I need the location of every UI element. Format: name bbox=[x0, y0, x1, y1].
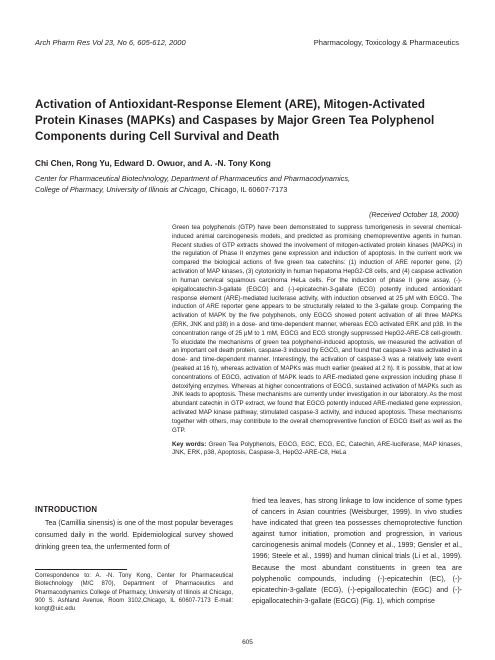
correspondence-footnote: Correspondence to: A. -N. Tony Kong, Center for Pharmaceutical Biotechnology (M/C 870), Department of Pharmaceutics and Pharmacodynamics College of Pharmacy, University of Illinois at Chicago, 900 S. Ashland Avenue, Room 3102,Chicago, IL 60607-7173 E-mail: kongt@uic.edu bbox=[35, 573, 233, 613]
affiliation bbox=[35, 173, 465, 195]
keywords-label: Key words: bbox=[172, 440, 207, 448]
keywords bbox=[172, 441, 462, 459]
received-date: (Received October 18, 2000) bbox=[369, 212, 459, 219]
journal-citation: Arch Pharm Res Vol 23, No 6, 605-612, 2000 bbox=[35, 38, 186, 47]
keywords-text: Green Tea Polyphenols, EGCG, EGC, ECG, EC, Catechin, ARE-luciferase, MAP kinases, JNK, ERK, p38, Apoptosis, Caspase-3, HepG2-ARE-C8, HeLa bbox=[172, 440, 462, 457]
abstract-block bbox=[172, 224, 462, 464]
introduction-heading: INTRODUCTION bbox=[35, 505, 98, 514]
abstract: Green tea polyphenols (GTP) have been demonstrated to suppress tumorigenesis in several chemical-induced animal carcinogenesis models, and predicted as promising chemopreventive agents in human. Recent studies of GTP extracts showed the involvement of mitogen-activated protein kinases (MAPKs) in the regulation of Phase II enzymes gene expression and induction of apoptosis. In the current work we compared the biological actions of five green tea catechins: (1) induction of ARE reporter gene, (2) activation of MAP kinases, (3) cytotoxicity in human hepatoma HepG2-C8 cells, and (4) caspase activation in human cervical squamous carcinoma HeLa cells. For the induction of phase II gene assay, (-)-epigallocatechin-3-gallate (EGCG) and (-)-epicatechin-3-gallate (ECG) potently induced antioxidant response element (ARE)-mediated luciferase activity, with induction observed at 25 μM with EGCG. The induction of ARE reporter gene appears to be structurally related to the 3-gallate group. Comparing the activation of MAPK by the five polyphenols, only EGCG showed potent activation of all three MAPKs (ERK, JNK and p38) in a dose- and time-dependent manner, whereas ECG activated ERK and p38. In the concentration range of 25 μM to 1 mM, EGCG and ECG strongly suppressed HepG2-ARE-C8 cell-growth. To elucidate the mechanisms of green tea polyphenol-induced apoptosis, we measured the activation of an important cell death protein, caspase-3 induced by EGCG, and found that caspase-3 was activated in a dose- and time-dependent manner. Interestingly, the activation of caspase-3 was a relatively late event (peaked at 16 h), whereas activation of MAPKs was much earlier (peaked at 2 h). It is possible, that at low concentrations of EGCG, activation of MAPK leads to ARE-mediated gene expression including phase II detoxifying enzymes. Whereas at higher concentrations of EGCG, sustained activation of MAPKs such as JNK leads to apoptosis. These mechanisms are currently under investigation in our laboratory. As the most abundant catechin in GTP extract, we found that EGCG potently induced ARE-mediated gene expression, activated MAP kinase pathway, stimulated caspase-3 activity, and induced apoptosis. These mechanisms together with others, may contribute to the overall chemopreventive function of EGCG itself as well as the GTP. bbox=[172, 224, 462, 434]
page-number: 605 bbox=[242, 639, 253, 646]
footnote-rule bbox=[35, 569, 127, 570]
introduction-paragraph: Tea (Camillia sinensis) is one of the most popular beverages consumed daily in the world. Epidemiological survey showed drinking green tea, the unfermented form of bbox=[35, 520, 233, 552]
affiliation-department: Center for Pharmaceutical Biotechnology, Department of Pharmaceutics and Pharmacodynamics, bbox=[35, 174, 350, 183]
affiliation-college: College of Pharmacy, University of Illinois at Chicago, bbox=[35, 185, 208, 194]
author-list: Chi Chen, Rong Yu, Edward D. Owuor, and A. -N. Tony Kong bbox=[35, 158, 271, 168]
journal-section: Pharmacology, Toxicology & Pharmaceutics bbox=[313, 38, 459, 47]
affiliation-city: Chicago, IL 60607-7173 bbox=[209, 185, 288, 194]
introduction-continuation: fried tea leaves, has strong linkage to low incidence of some types of cancers in Asian countries (Weisburger, 1999). In vivo studies have indicated that green tea possesses chemoprotective function against tumor initiation, promotion and progression, in various carcinogenesis animal models (Conney et al., 1999; Gensler et al., 1996; Steele et al., 1999) and human clinical trials (Li et al., 1999). Because the most abundant constituents in green tea are polyphenolic compounds, including (-)-epicatechin (EC), (-)-epicatechin-3-gallate (ECG), (-)-epigallocatechin (EGC) and (-)-epigallocatechin-3-gallate (EGCG) (Fig. 1), which comprise bbox=[252, 498, 462, 605]
article-title: Activation of Antioxidant-Response Element (ARE), Mitogen-Activated Protein Kinases (MAPKs) and Caspases by Major Green Tea Polyphenol Components during Cell Survival and Death bbox=[35, 98, 435, 144]
